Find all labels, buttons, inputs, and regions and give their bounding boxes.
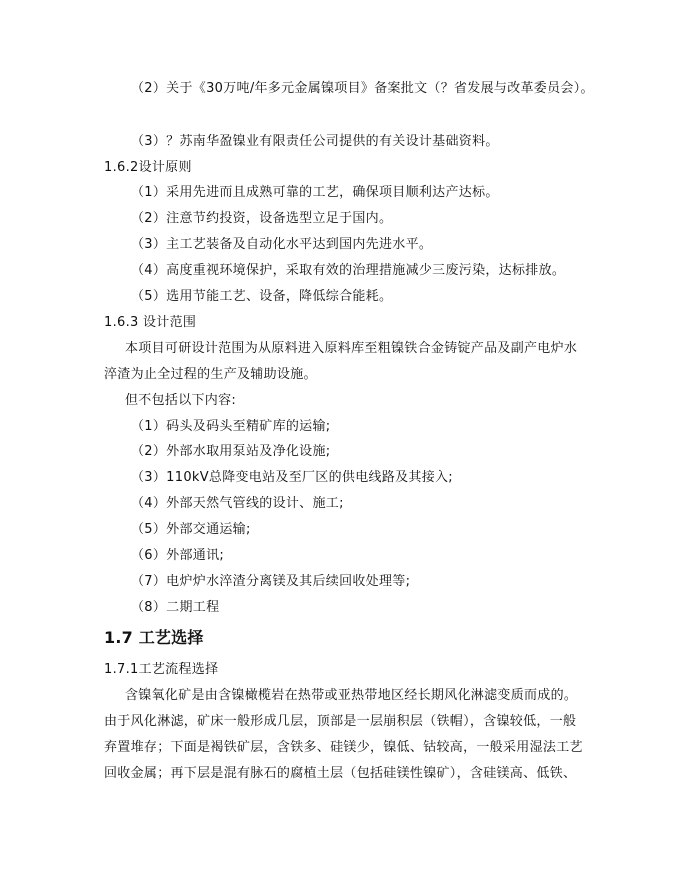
exclusion-item-6: （6）外部通讯; (131, 548, 225, 563)
exclusion-item-3: （3）110kV总降变电站及至厂区的供电线路及其接入; (131, 470, 453, 485)
exclusion-item-4: （4）外部天然气管线的设计、施工; (131, 496, 344, 511)
principle-item-1: （1）采用先进而且成熟可靠的工艺，确保项目顺利达产达标。 (131, 185, 499, 200)
principle-item-3: （3）主工艺装备及自动化水平达到国内先进水平。 (131, 237, 433, 252)
exclusion-item-1: （1）码头及码头至精矿库的运输; (131, 419, 331, 434)
principle-item-2: （2）注意节约投资，设备选型立足于国内。 (131, 211, 393, 226)
section-heading-1-7-1: 1.7.1工艺流程选择 (104, 662, 219, 677)
section-heading-1-6-3: 1.6.3 设计范围 (104, 315, 197, 330)
section-heading-1-6-2: 1.6.2设计原则 (104, 160, 192, 175)
exclusion-item-7: （7）电炉炉水淬渣分离镁及其后续回收处理等; (131, 574, 411, 589)
exclusion-item-5: （5）外部交通运输; (131, 522, 251, 537)
scope-paragraph-line-1: 本项目可研设计范围为从原料进入原料库至粗镍铁合金铸锭产品及副产电炉水 (125, 341, 578, 356)
exclusion-intro: 但不包括以下内容: (125, 393, 237, 408)
principle-item-5: （5）选用节能工艺、设备，降低综合能耗。 (131, 289, 393, 304)
process-paragraph-line-3: 弃置堆存；下面是褐铁矿层，含铁多、硅镁少，镍低、钴较高，一般采用湿法工艺 (104, 740, 583, 755)
reference-item-3: （3）？苏南华盈镍业有限责任公司提供的有关设计基础资料。 (131, 134, 499, 149)
scope-paragraph-line-2: 淬渣为止全过程的生产及辅助设施。 (104, 367, 317, 382)
exclusion-item-8: （8）二期工程 (131, 600, 220, 615)
exclusion-item-2: （2）外部水取用泵站及净化设施; (131, 444, 331, 459)
process-paragraph-line-4: 回收金属；再下层是混有脉石的腐植土层（包括硅镁性镍矿），含硅镁高、低铁、 (104, 766, 577, 781)
principle-item-4: （4）高度重视环境保护，采取有效的治理措施减少三废污染，达标排放。 (131, 263, 566, 278)
process-paragraph-line-2: 由于风化淋滤，矿床一般形成几层，顶部是一层崩积层（铁帽），含镍较低，一般 (104, 714, 577, 729)
reference-item-2: （2）关于《30万吨/年多元金属镍项目》备案批文（？省发展与改革委员会）。 (131, 81, 594, 96)
section-heading-1-7: 1.7 工艺选择 (104, 628, 204, 647)
process-paragraph-line-1: 含镍氧化矿是由含镍橄榄岩在热带或亚热带地区经长期风化淋滤变质而成的。 (125, 688, 578, 703)
